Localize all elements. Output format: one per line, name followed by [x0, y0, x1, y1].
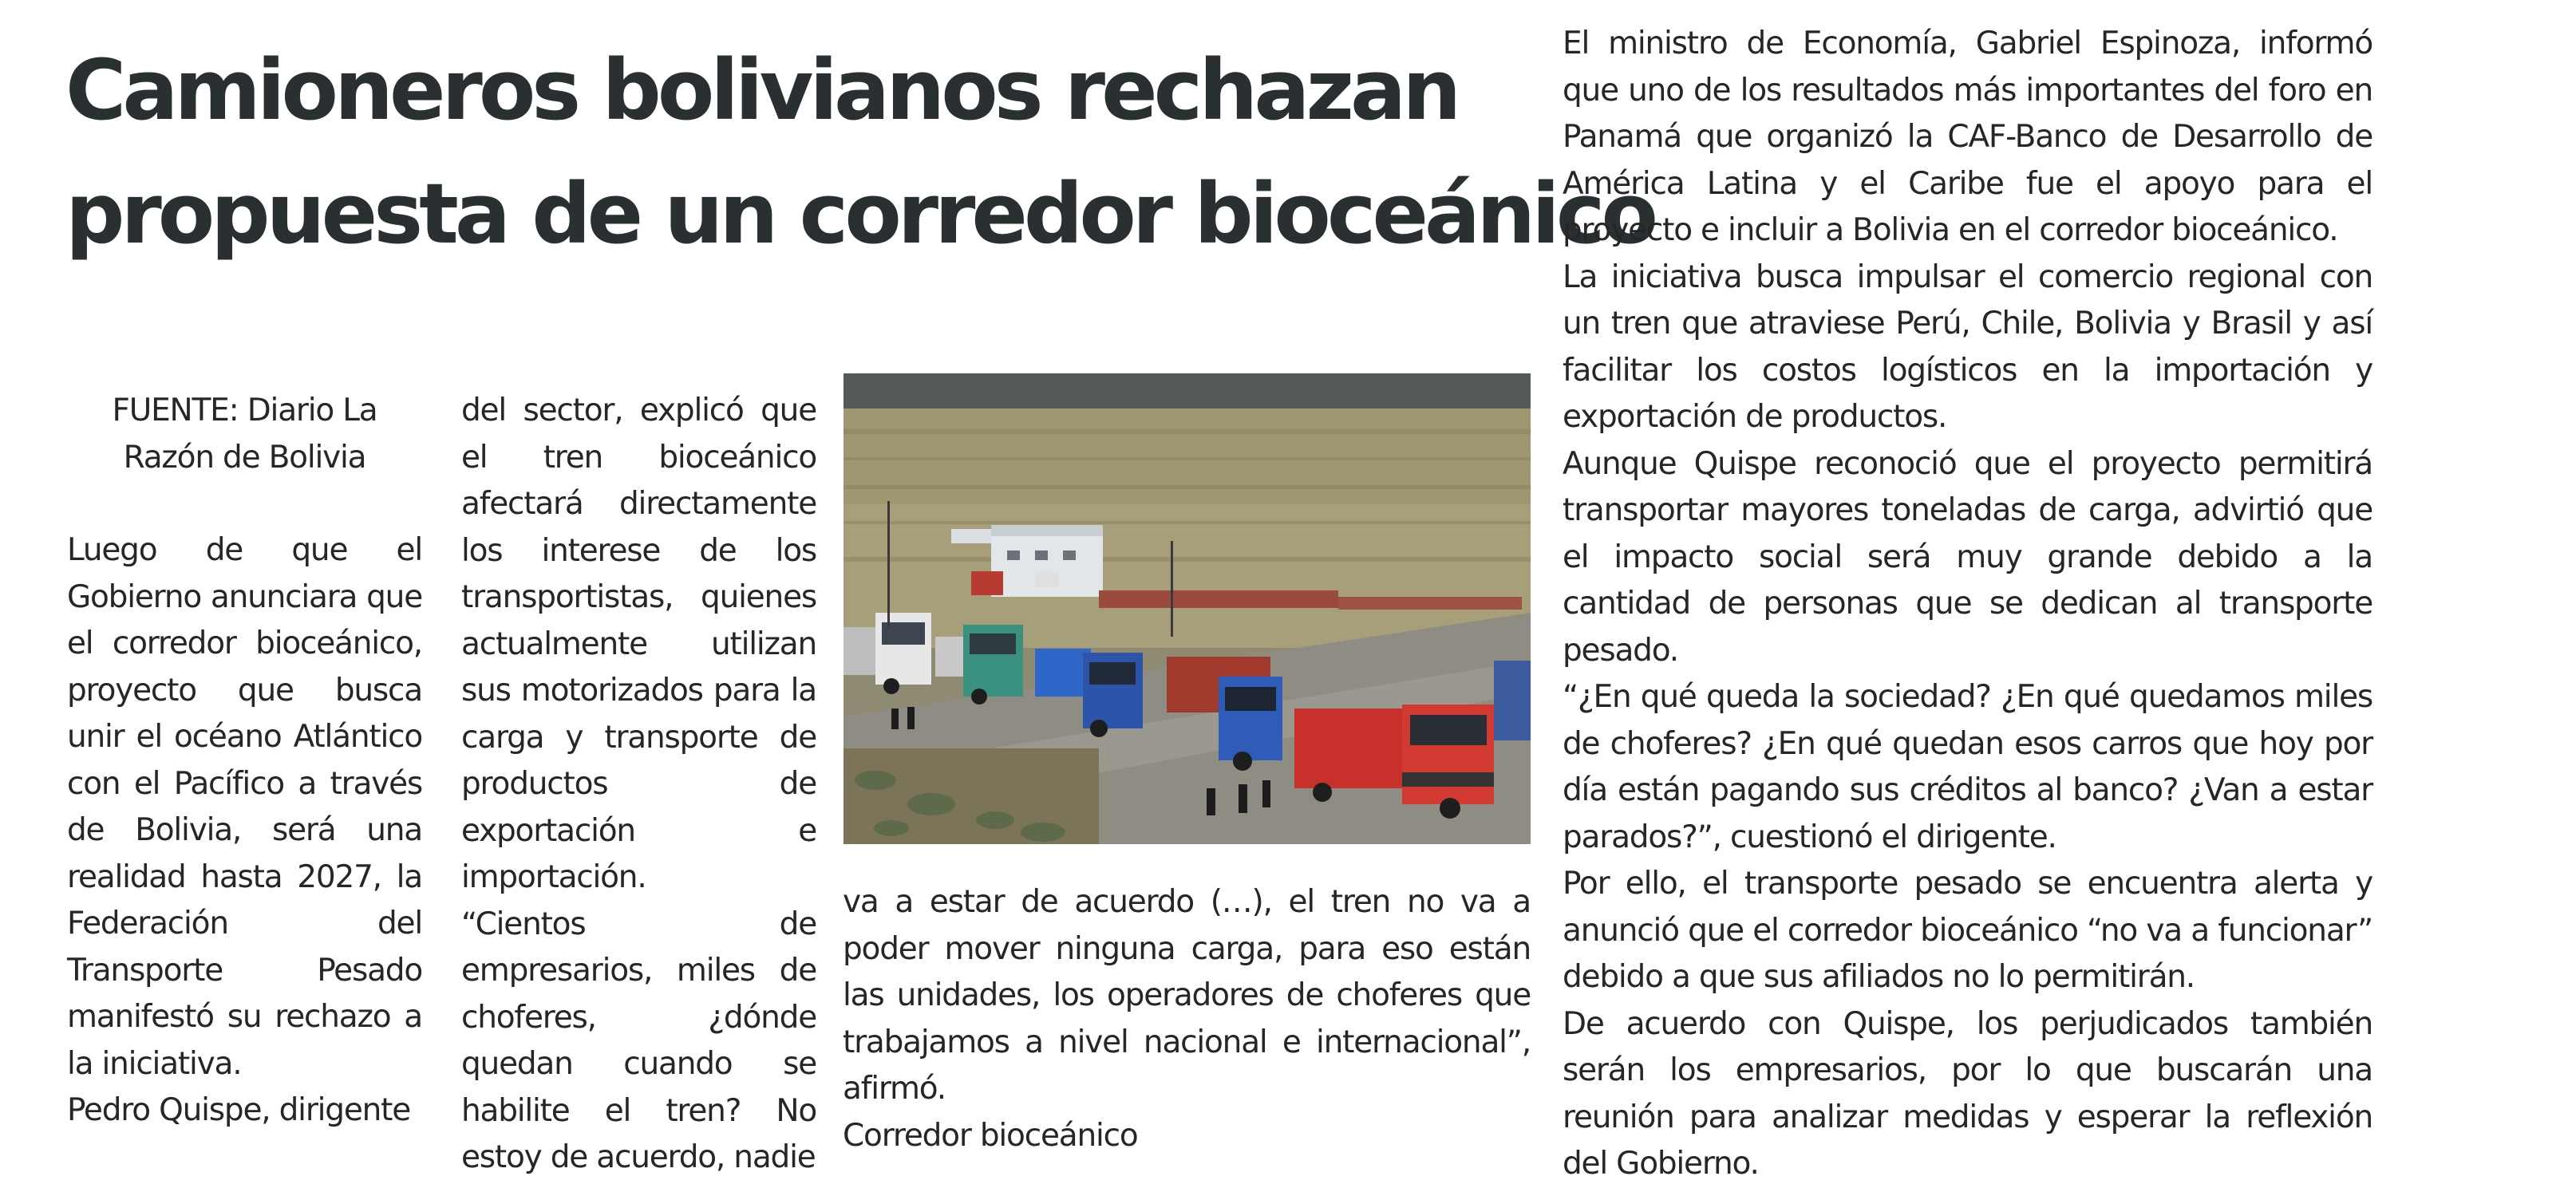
text-column-2: [461, 388, 816, 1182]
paragraph: Pedro Quispe, dirigente: [67, 1092, 411, 1128]
source-credit: FUENTE: Diario La Razón de Bolivia: [112, 393, 377, 476]
article-headline: [65, 29, 1654, 276]
paragraph: Aunque Quispe reconoció que el proyecto permitirá transportar mayores toneladas de carga, advirtió que el impacto social será muy grande debido a la cantidad de personas que se dedican al transporte pesado.: [1563, 445, 2373, 669]
paragraph: La iniciativa busca impulsar el comercio regional con un tren que atraviese Perú, Chile, Bolivia y Brasil y así facilitar los costos logísticos en la importación y exportación de productos.: [1563, 259, 2373, 435]
headline-line-2: propuesta de un corredor bioceánico: [65, 165, 1654, 262]
paragraph: Luego de que el Gobierno anunciara que el corredor bioceánico, proyecto que busca unir el océano Atlántico con el Pacífico a través de Bolivia, será una realidad hasta 2027, la Federación del Transporte Pesado manifestó su rechazo a la iniciativa.: [67, 532, 422, 1082]
paragraph: El ministro de Economía, Gabriel Espinoza, informó que uno de los resultados más importantes del foro en Panamá que organizó la CAF-Banco de Desarrollo de América Latina y el Caribe fue el apoyo para el proyecto e incluir a Bolivia en el corredor bioceánico.: [1563, 26, 2373, 248]
paragraph: va a estar de acuerdo (…), el tren no va a poder mover ninguna carga, para eso están las unidades, los operadores de choferes que trabajamos a nivel nacional e internacional”, afirmó.: [843, 884, 1531, 1107]
photo-illustration: [844, 373, 1531, 844]
text-column-4: [1563, 21, 2373, 1188]
subheading: Corredor bioceánico: [843, 1117, 1138, 1154]
paragraph: Por ello, el transporte pesado se encuentra alerta y anunció que el corredor bioceánico “no va a funcionar” debido a que sus afiliados no lo permitirán.: [1563, 866, 2373, 995]
text-column-3: [843, 879, 1531, 1159]
paragraph: del sector, explicó que el tren bioceánico afectará directamente los interese de los transportistas, quienes actualmente utilizan sus motorizados para la carga y transporte de productos de exportación e importación.: [461, 393, 816, 895]
paragraph: “Cientos de empresarios, miles de choferes, ¿dónde quedan cuando se habilite el tren? No estoy de acuerdo, nadie: [461, 906, 816, 1175]
paragraph: De acuerdo con Quispe, los perjudicados también serán los empresarios, por lo que buscarán una reunión para analizar medidas y esperar la reflexión del Gobierno.: [1563, 1005, 2373, 1182]
text-column-1: [67, 388, 422, 1135]
headline-line-1: Camioneros bolivianos rechazan: [65, 41, 1458, 139]
truck-queue-photo: [844, 373, 1531, 844]
paragraph: “¿En qué queda la sociedad? ¿En qué quedamos miles de choferes? ¿En qué quedan esos carros que hoy por día están pagando sus créditos al banco? ¿Van a estar parados?”, cuestionó el dirigente.: [1563, 679, 2373, 855]
